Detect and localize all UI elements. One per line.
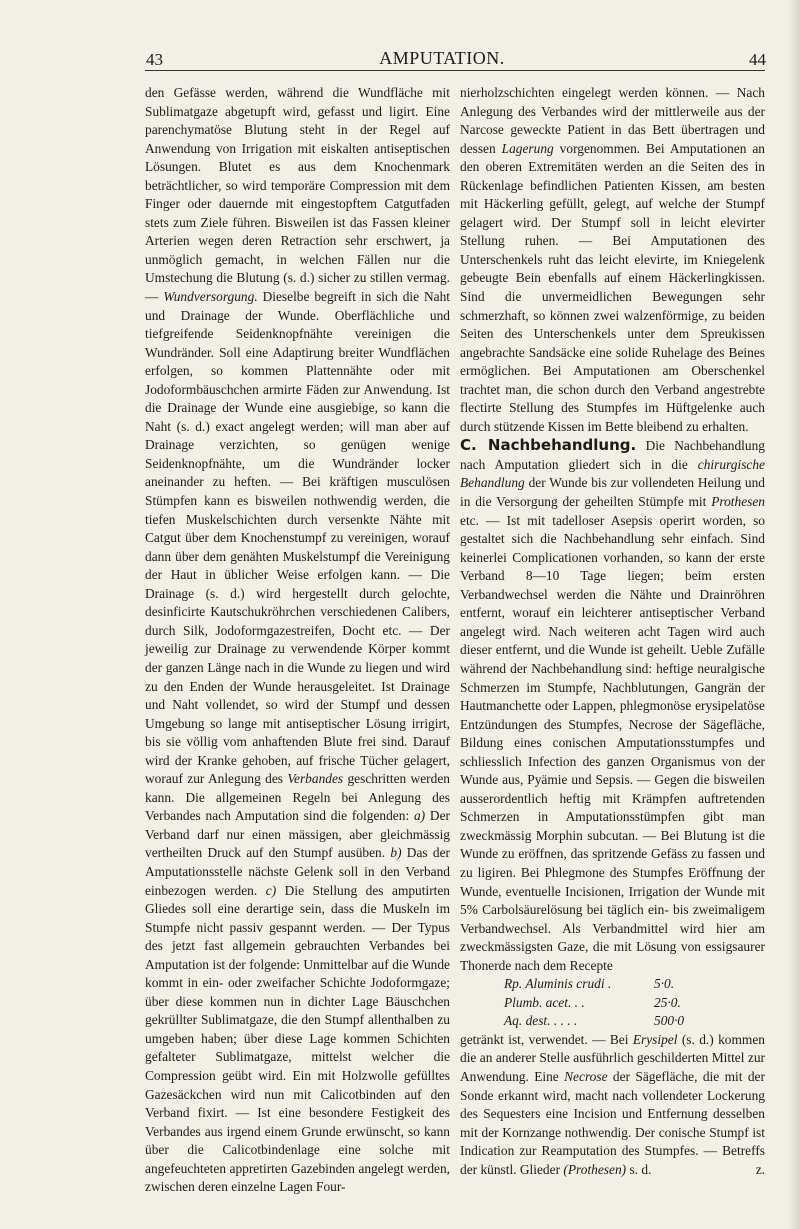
text-run: s. d. xyxy=(629,1161,652,1177)
text-run: Carbolsäurelösung bei täglich ein- bis zweimaligem Verbandwechsel. Als Verbandmittel wird hier am zweckmässigsten Gaze, die mit Lösung von essigsaurer Thonerde nach dem Recepte xyxy=(460,902,765,973)
text-run: der Sägefläche, die mit der Sonde erkannt wird, macht nach vollendeter Lockerung des Sequesters eine Incision und Entfernung desselben mit der Kornzange nothwendig. Der conische Stumpf ist Indication zur Reamputation des Stumpfes. — Betreffs der künstl. Glieder xyxy=(460,1068,765,1177)
recipe-amount: 25·0. xyxy=(654,994,681,1010)
recipe-line xyxy=(460,994,765,1013)
italic-term: chirurgische Behandlung xyxy=(460,456,765,491)
list-marker: a) xyxy=(413,808,426,824)
italic-term: Verbandes xyxy=(287,771,344,787)
recipe-name: Plumb. acet. . . xyxy=(504,994,585,1010)
running-title: AMPUTATION. xyxy=(379,48,505,68)
page-number-left: 43 xyxy=(146,50,163,69)
left-paragraph xyxy=(145,84,450,1197)
right-paragraph-2 xyxy=(460,436,765,975)
text-run: (s. d.) kommen die an anderer Stelle ausführlich geschilderten Mittel zur Anwendung. Eine xyxy=(460,1031,765,1084)
italic-term: Erysipel xyxy=(632,1031,678,1047)
text-run: Der Verband darf nur einen mässigen, aber gleichmässig vertheilten Druck auf den Stumpf ausüben. xyxy=(145,808,450,861)
italic-term: Necrose xyxy=(564,1068,608,1084)
italic-term: Wundversorgung. xyxy=(163,289,258,305)
text-run: Die Stellung des amputirten Gliedes soll eine derartige sein, dass die Muskeln im Stumpfe nicht passiv gespannt werden. — Der Typus des jetzt fast allgemein gebrauchten Verbandes bei Amputation ist der folgende: Unmittelbar auf die Wunde kommt in ein- oder zweifacher Schichte Jodoformgaze; über diese kommen nun in dichter Lage Bäuschchen gekrüllter Sublimatgaze, die den Stumpf allenthalben zu umgeben haben; über diese Lage kommen Schichten gefalteter Sublimatgaze, mittelst welcher die Compression geübt wird. Ein mit Holzwolle gefülltes Gazesäckchen wird nun mit Calicotbinden auf den Verband fixirt. — Ist eine besondere Festigkeit des Verbandes aus irgend einem Grunde erwünscht, so kann über die Calicotbindenlage eine solche mit angefeuchteten appretirten Gazebinden angelegt werden, zwischen deren einzelne Lagen Four- xyxy=(145,882,451,1195)
text-run: geschritten werden kann. Die allgemeinen Regeln bei Anlegung des Verbandes nach Amputation sind die folgenden: xyxy=(145,771,450,824)
page-edge-shadow xyxy=(788,0,800,1229)
text-run: etc. — Ist mit tadelloser Asepsis operirt worden, so gestaltet sich die Nachbehandlung sehr einfach. Sind keinerlei Complicationen vorhanden, so kann der erste Verband 8—10 Tage liegen; beim ersten Verbandwechsel werden die Nähte und Drainröhren entfernt, worauf ein leichterer antiseptischer Verband angelegt wird. Nach weiteren acht Tagen wird auch dieser entfernt, und die Wunde ist geheilt. Ueble Zufälle während der Nachbehandlung sind: heftige neuralgische Schmerzen im Stumpfe, Nachblutungen, Gangrän der Hautmanchette oder Lappen, phlegmonöse erysipelatöse Entzündungen des Stumpfes, Necrose der Sägefläche, Bildung eines conischen Amputationsstumpfes und schliesslich Infection des ganzen Organismus von der Wunde aus, Pyämie und Sepsis. — Gegen die bisweilen ausserordentlich heftig mit Krämpfen auftretenden Schmerzen in Amputationsstümpfen gibt man zweckmässig Morphin subcutan. — Bei Blutung ist die Wunde zu eröffnen, das spritzende Gefäss zu fassen und zu ligiren. Bei Phlegmone des Stumpfes Eröffnung der Wunde, eventuelle Incisionen, Irrigation der Wunde mit 5% xyxy=(460,512,765,918)
page-header xyxy=(118,0,766,69)
signature: z. xyxy=(755,1161,765,1177)
italic-term: Prothesen xyxy=(711,494,765,510)
text-run: Das der Amputationsstelle nächste Gelenk soll in den Verband einbezogen werden. xyxy=(145,845,450,898)
text-run: vorgenommen. Bei Amputationen an den oberen Extremitäten werden an die Seiten des in Rückenlage befindlichen Patienten Kissen, am besten mit Häckerling gefüllt, gelegt, auf welche der Stumpf gelagert wird. Der Stumpf soll in leicht elevirter Stellung ruhen. — Bei Amputationen des Unterschenkels ruht das leicht elevirte, im Kniegelenk gebeugte Bein ebenfalls auf einem Häckerlingkissen. Sind die unvermeidlichen Bewegungen sehr schmerzhaft, so können zwei walzenförmige, zu beiden Seiten des Unterschenkels unter dem Spreukissen angebrachte Sandsäcke eine solide Ruhelage des Beines ermöglichen. Bei Amputationen am Oberschenkel trachtet man, die schon durch den Verband angestrebte flectirte Stellung des Stumpfes im Hüftgelenke auch durch stützende Kissen im Bette bleibend zu erhalten. xyxy=(460,140,765,434)
recipe-amount: 500·0 xyxy=(654,1013,685,1029)
text-run: nierholzschichten eingelegt werden können. — Nach Anlegung des Verbandes wird der mittlerweile aus der Narcose geweckte Patient in das Bett übertragen und dessen xyxy=(460,85,765,156)
recipe-amount: 5·0. xyxy=(654,976,675,992)
list-marker: c) xyxy=(265,882,277,898)
section-heading: C. Nachbehandlung. xyxy=(460,436,637,455)
recipe-name: Rp. Aluminis crudi . xyxy=(504,976,612,992)
header-rule xyxy=(145,70,765,71)
right-column xyxy=(460,84,765,1179)
text-run: der Wunde bis zur vollendeten Heilung und in die Versorgung der geheilten Stümpfe mit xyxy=(460,475,765,510)
text-run: Die Nachbehandlung nach Amputation gliedert sich in die xyxy=(460,438,765,472)
italic-term: (Prothesen) xyxy=(563,1161,627,1177)
text-run: Dieselbe begreift in sich die Naht und Drainage der Wunde. Oberflächliche und tiefgreifende Seidenknopfnähte vereinigen die Wundränder. Soll eine Adaptirung breiter Wundflächen erfolgen, so kommen Plattennähte oder mit Jodoformbäuschchen armirte Fäden zur Anwendung. Ist die Drainage der Wunde eine ausgiebige, so kann die Naht (s. d.) exact angelegt werden; will man aber auf Drainage verzichten, so genügen wenige Seidenknopfnähte, um die Wundränder locker aneinander zu heften. — Bei kräftigen musculösen Stümpfen kann es bisweilen nothwendig werden, die tiefen Muskelschichten durch versenkte Nähte mit Catgut über dem Knochenstumpf zu vereinigen, worauf dann über dem genähten Muskelstumpf die Vereinigung der Haut in üblicher Weise erfolgen kann. — Die Drainage (s. d.) wird hergestellt durch gelochte, desinficirte Kautschukröhrchen verschiedenen Calibers, durch Silk, Jodoformgazestreifen, Docht etc. — Der jeweilig zur Drainage zu verwendende Körper kommt der ganzen Länge nach in die Wunde zu liegen und wird zu den Enden der Wunde herausgeleitet. Ist Drainage und Naht vollendet, so wird der Stumpf und dessen Umgebung so lange mit antiseptischer Lösung irrigirt, bis sie völlig vom anhaftenden Blute frei sind. Darauf wird der Kranke gehoben, auf frische Tücher gelagert, worauf zur Anlegung des xyxy=(145,289,450,787)
recipe-name: Aq. dest. . . . . xyxy=(504,1013,578,1029)
left-column xyxy=(145,84,450,1197)
right-paragraph-1 xyxy=(460,84,765,436)
text-run: getränkt ist, verwendet. — Bei xyxy=(460,1031,629,1047)
page-number-right: 44 xyxy=(749,50,766,69)
italic-term: Lagerung xyxy=(501,140,554,156)
recipe-line xyxy=(460,975,765,994)
recipe-line xyxy=(460,1012,765,1031)
text-run: den Gefässe werden, während die Wundfläche mit Sublimatgaze abgetupft wird, gefasst und ligirt. Eine parenchymatöse Blutung steht in der Regel auf Anwendung von Irrigation mit eiskalten antiseptischen Lösungen. Blutet es aus dem Knochenmark beträchtlicher, so wird temporäre Compression mit dem Finger oder dauernde mit eingestopftem Catgutfaden stets zum Ziele führen. Bisweilen ist das Fassen kleiner Arterien wegen deren Retraction sehr erschwert, ja unmöglich gemacht, in welchen Fällen nur die Umstechung die Blutung (s. d.) sicher zu stillen vermag. — xyxy=(145,85,450,305)
right-paragraph-3 xyxy=(460,1031,765,1179)
list-marker: b) xyxy=(390,845,402,861)
